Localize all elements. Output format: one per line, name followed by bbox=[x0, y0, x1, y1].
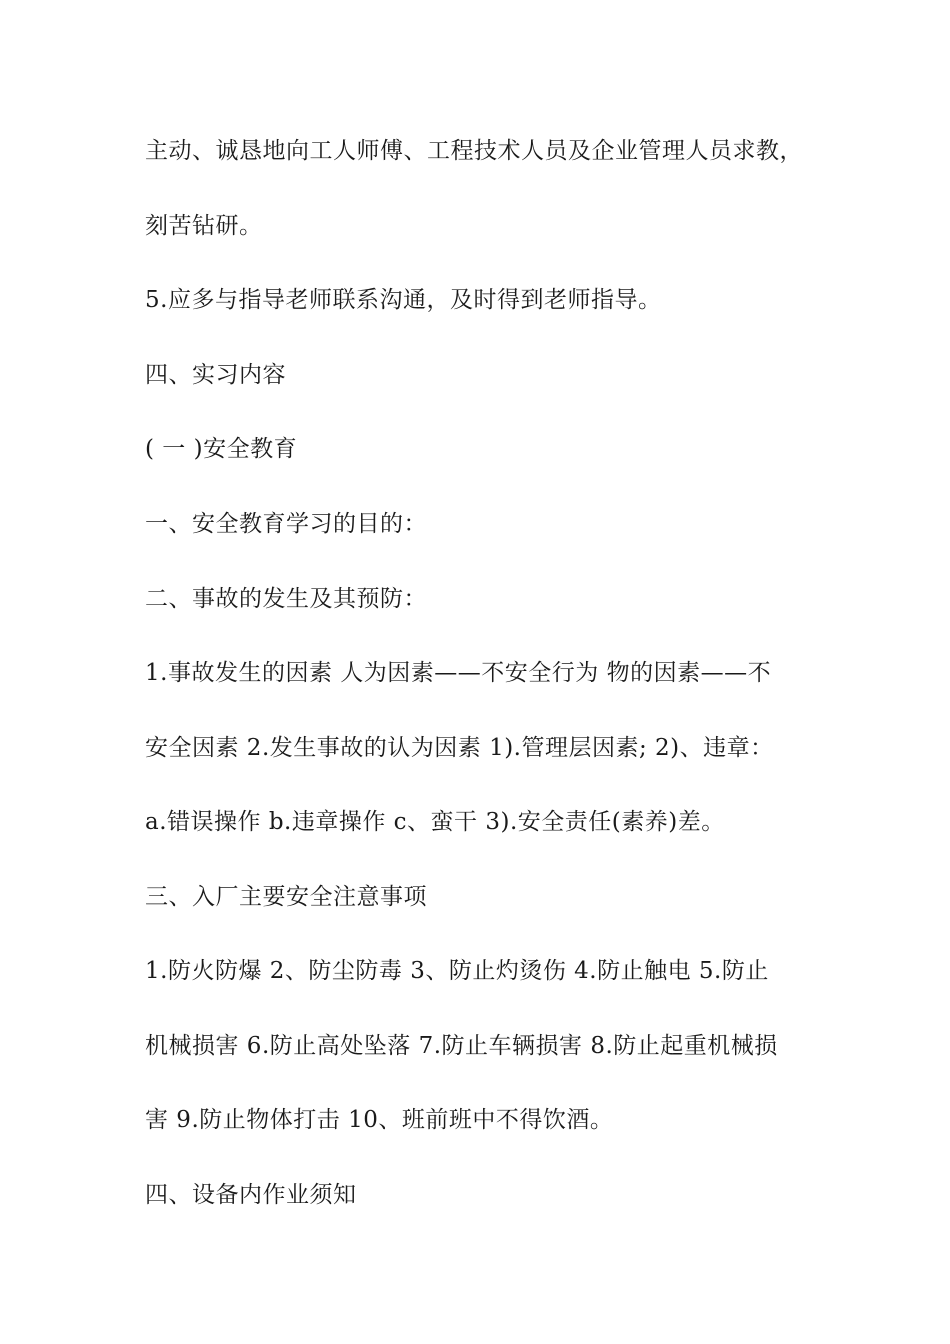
text-line: 1.防火防爆 2、防尘防毒 3、防止灼烫伤 4.防止触电 5.防止 bbox=[145, 958, 769, 984]
text-line: a.错误操作 b.违章操作 c、蛮干 3).安全责任(素养)差。 bbox=[145, 809, 725, 835]
text-line: 四、设备内作业须知 bbox=[145, 1182, 357, 1208]
text-line: 主动、诚恳地向工人师傅、工程技术人员及企业管理人员求教， bbox=[145, 138, 803, 164]
text-line: 机械损害 6.防止高处坠落 7.防止车辆损害 8.防止起重机械损 bbox=[145, 1033, 778, 1059]
section-heading: 四、实习内容 bbox=[145, 362, 286, 388]
text-line: 一、安全教育学习的目的： bbox=[145, 511, 427, 537]
text-line: 三、入厂主要安全注意事项 bbox=[145, 884, 427, 910]
text-line: 刻苦钻研。 bbox=[145, 213, 263, 239]
text-line: 5.应多与指导老师联系沟通，及时得到老师指导。 bbox=[145, 287, 662, 313]
text-line: 二、事故的发生及其预防： bbox=[145, 586, 427, 612]
subsection-heading: ( 一 )安全教育 bbox=[145, 436, 298, 462]
text-line: 1.事故发生的因素 人为因素——不安全行为 物的因素——不 bbox=[145, 660, 772, 686]
text-line: 害 9.防止物体打击 10、班前班中不得饮酒。 bbox=[145, 1107, 614, 1133]
text-line: 安全因素 2.发生事故的认为因素 1).管理层因素; 2)、违章： bbox=[145, 735, 774, 761]
